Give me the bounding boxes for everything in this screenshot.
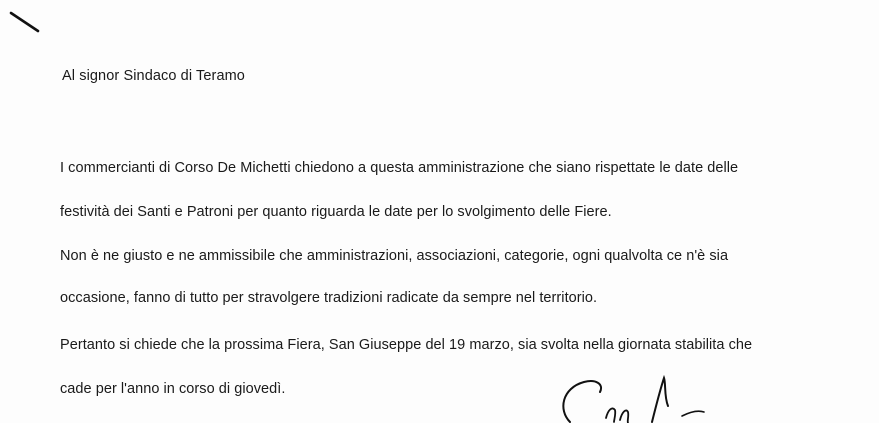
letter-line: Pertanto si chiede che la prossima Fiera, San Giuseppe del 19 marzo, sia svolta nella giornata stabilita che — [60, 337, 753, 353]
handwritten-signature — [552, 366, 772, 423]
pen-stroke-mark — [8, 10, 42, 34]
letter-line: festività dei Santi e Patroni per quanto riguarda le date per lo svolgimento delle Fiere. — [60, 204, 612, 220]
letter-line: Non è ne giusto e ne ammissibile che amministrazioni, associazioni, categorie, ogni qualvolta ce n'è sia — [60, 248, 729, 264]
letter-line: I commercianti di Corso De Michetti chiedono a questa amministrazione che siano rispettate le date delle — [60, 160, 739, 176]
letter-addressee: Al signor Sindaco di Teramo — [62, 68, 245, 84]
letter-line: cade per l'anno in corso di giovedì. — [60, 381, 286, 397]
letter-line: occasione, fanno di tutto per stravolgere tradizioni radicate da sempre nel territorio. — [60, 290, 598, 306]
